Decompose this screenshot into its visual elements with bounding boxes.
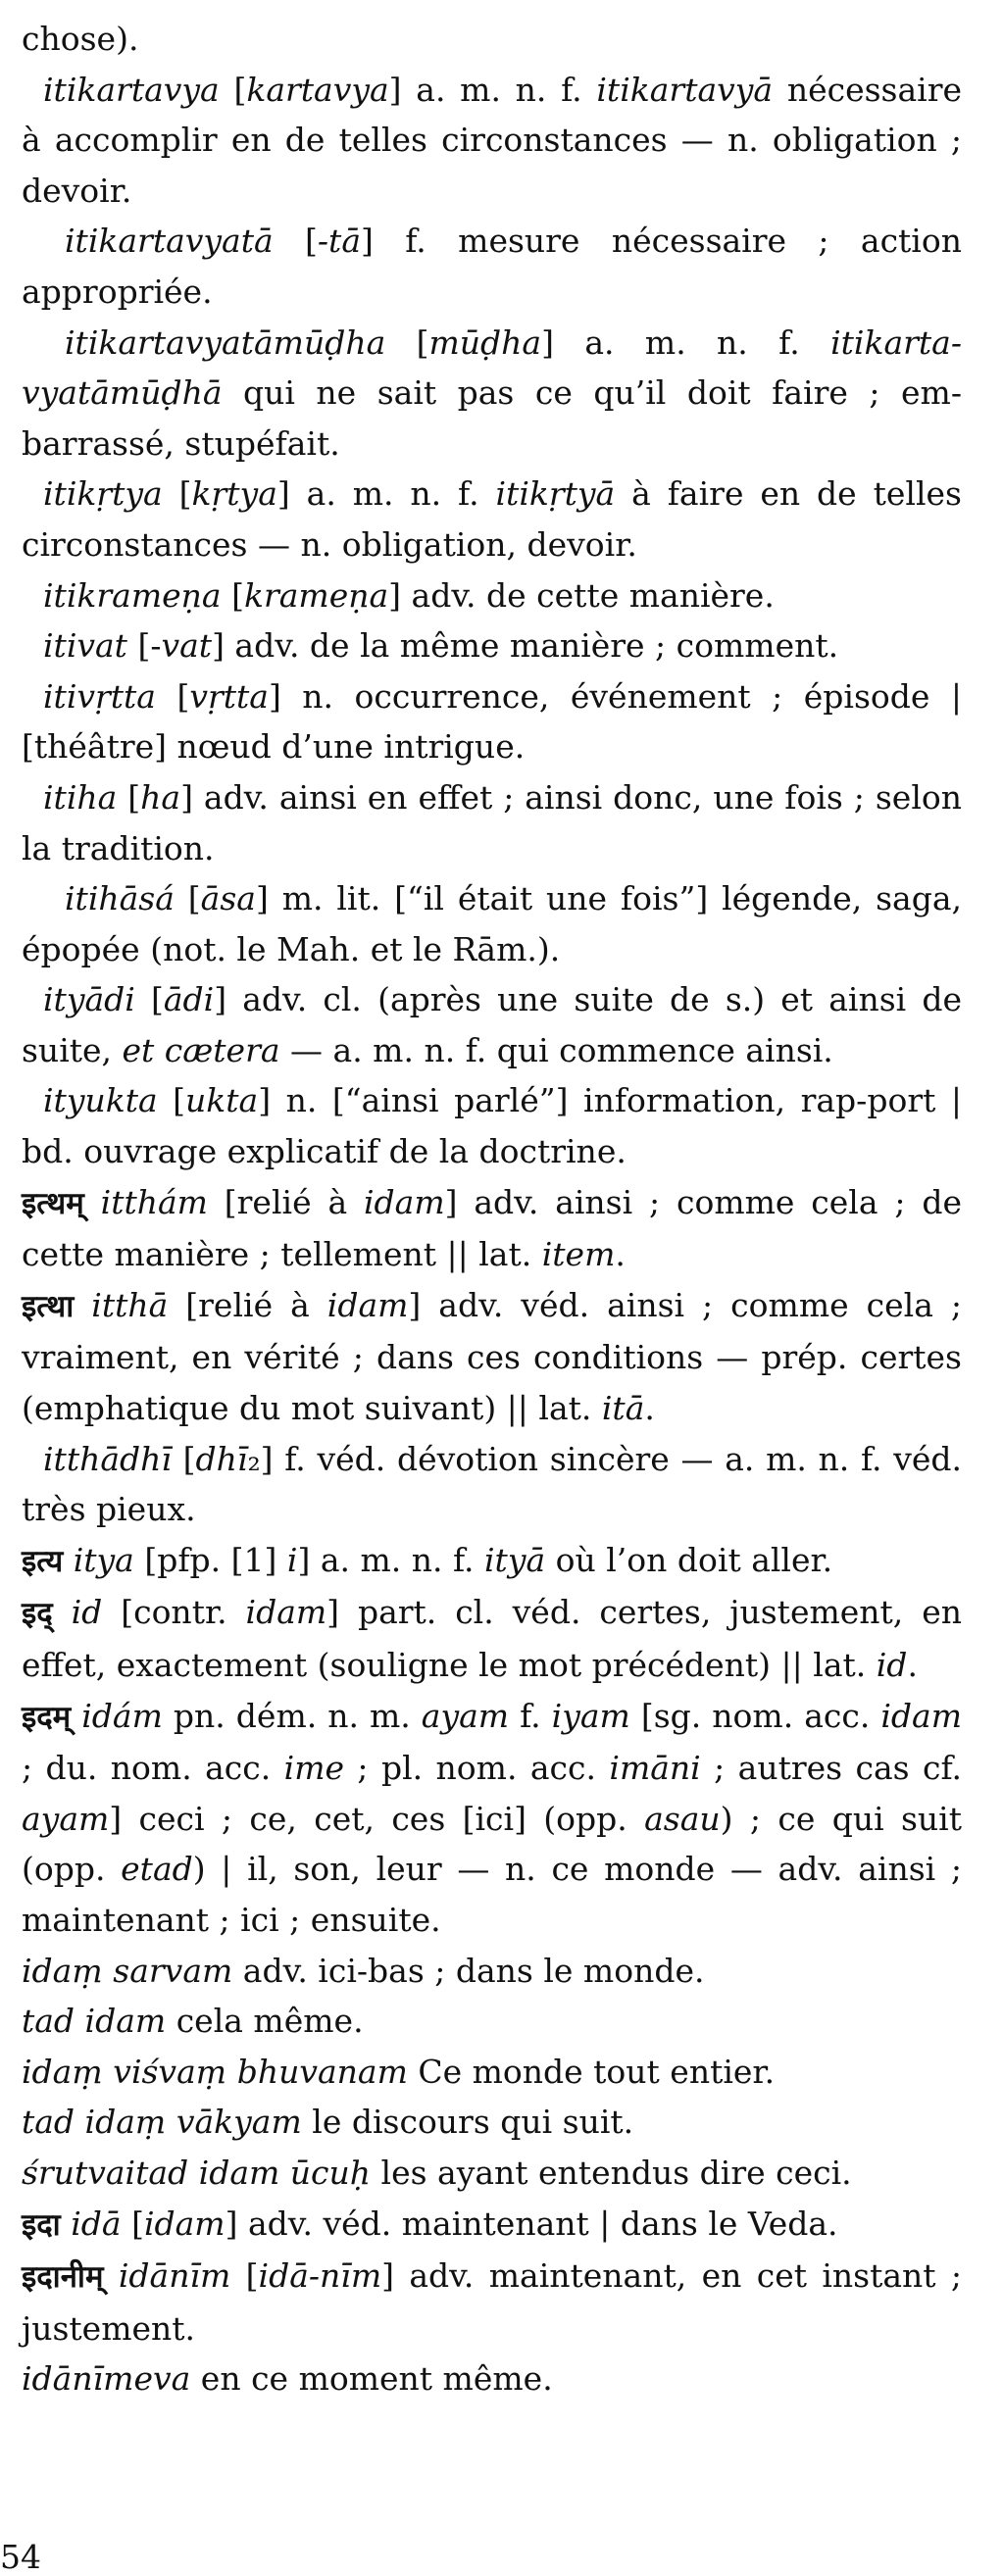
text-run: ] adv. cl. (après une suite de s.) et ainsi de suite, (22, 980, 962, 1069)
text-run: [contr. (102, 1593, 246, 1632)
text-run: [ (221, 575, 244, 615)
italic-term: itikartavyatāmūḍha (65, 322, 386, 362)
entry-ityadi (22, 974, 962, 1075)
italic-term: itivat (43, 626, 127, 666)
text-run: en ce moment même. (190, 2359, 553, 2399)
italic-term: idam (363, 1182, 445, 1221)
text-run: pn. dém. n. m. (162, 1696, 422, 1735)
text-run: [ (385, 322, 429, 362)
italic-term: āsa (200, 879, 256, 918)
italic-term: etad (121, 1850, 193, 1889)
example-tad-idam (22, 1996, 962, 2047)
entry-itikartavyatamudha (22, 318, 962, 470)
text-run: ; autres cas cf. (700, 1749, 962, 1788)
italic-term: idānīmeva (22, 2359, 191, 2399)
italic-term: itikrameṇa (43, 575, 222, 615)
italic-term: itikartavyatā (65, 222, 274, 261)
entry-id (22, 1587, 962, 1690)
example-srutvaitad (22, 2148, 962, 2199)
devanagari-headword: इदानीम् (22, 2259, 104, 2296)
text-run: f. (509, 1696, 552, 1735)
text-run: . (615, 1235, 626, 1274)
text-run: ₂] f. véd. dévotion sincère — a. m. n. f. véd. très pieux. (22, 1439, 962, 1529)
text-run: ] n. occurrence, événement ; épisode | [théâtre] nœud d’une intrigue. (22, 676, 962, 767)
text-run: ] a. m. n. f. (297, 1540, 484, 1579)
entry-chose (22, 14, 962, 65)
text-run: [ (230, 2256, 259, 2296)
text-run: ] adv. ainsi ; comme cela ; de cette manière ; tellement || lat. (22, 1182, 962, 1274)
entry-itikartavya (22, 65, 962, 217)
text-run: à faire en de telles circonstances — n. obligation, devoir. (22, 474, 962, 564)
italic-term: imāni (609, 1749, 701, 1788)
italic-term: kartavya (246, 70, 389, 109)
text-run: [ (219, 70, 247, 109)
devanagari-headword: इत्थम् (22, 1185, 84, 1221)
text-run: adv. ici-bas ; dans le monde. (232, 1951, 705, 1990)
text-run (63, 1541, 74, 1579)
entry-itikrtya (22, 469, 962, 570)
text-run: ] adv. de cette manière. (388, 575, 775, 615)
devanagari-headword: इदम् (22, 1699, 72, 1735)
example-idam-visvam (22, 2047, 962, 2098)
text-run (84, 1183, 101, 1221)
text-run: ] adv. de la même manière ; comment. (212, 626, 839, 666)
devanagari-headword: इत्था (22, 1288, 75, 1324)
italic-term: itiha (43, 777, 118, 817)
text-run: [ (121, 2204, 144, 2243)
text-run: ] m. lit. [“il était une fois”] légende, saga, épopée (not. le Mah. et le Rām.). (22, 879, 962, 968)
text-run (61, 2204, 72, 2243)
italic-term: itthādhī (43, 1439, 172, 1478)
entry-itikartavyata (22, 216, 962, 317)
devanagari-headword: इत्य (22, 1543, 64, 1579)
entry-idanim (22, 2251, 962, 2353)
examples-block (22, 1946, 962, 2199)
entry-ittham (22, 1177, 962, 1280)
text-run: ] ceci ; ce, cet, ces [ici] (opp. (109, 1799, 645, 1838)
text-run: ; pl. nom. acc. (344, 1749, 610, 1788)
text-run: les ayant entendus dire ceci. (371, 2153, 852, 2192)
text-run: ) | il, son, leur — n. ce monde — adv. ainsi ; maintenant ; ici ; ensuite. (22, 1850, 962, 1939)
entry-ida (22, 2199, 962, 2252)
text-run (53, 1593, 72, 1631)
italic-term: itthā (91, 1285, 169, 1324)
entry-ityukta (22, 1075, 962, 1176)
entries-block (22, 14, 962, 1946)
text-run: [ (157, 1081, 186, 1120)
text-run: ] f. mesure nécessaire ; action appropriée. (22, 222, 962, 311)
devanagari-headword: इदा (22, 2206, 61, 2243)
text-run (71, 1697, 81, 1735)
italic-term: id (71, 1593, 103, 1632)
italic-term: tad idam (22, 2002, 167, 2041)
entry-itivrtta (22, 671, 962, 772)
italic-term: idā-nīm (258, 2256, 382, 2296)
italic-term: ityādi (43, 980, 135, 1019)
page-number: 54 (0, 2538, 41, 2576)
italic-term: itivṛtta (43, 676, 156, 716)
entry-itihasa (22, 873, 962, 974)
italic-term: itā (601, 1389, 645, 1428)
italic-term: ayam (421, 1696, 510, 1735)
devanagari-headword: इद् (22, 1596, 53, 1632)
text-run: ] part. cl. véd. certes, justement, en effet, exactement (souligne le mot précédent) || lat. (22, 1593, 962, 1684)
text-run (74, 1286, 91, 1324)
text-run: [- (126, 626, 162, 666)
text-run: Ce monde tout entier. (407, 2052, 776, 2091)
italic-term: ādi (163, 980, 215, 1019)
text-run: ] a. m. n. f. (541, 322, 831, 362)
text-run: ] adv. maintenant, en cet instant ; justement. (22, 2256, 962, 2348)
italic-term: idaṃ sarvam (22, 1951, 233, 1990)
italic-term: dhī (195, 1439, 248, 1478)
italic-term: idaṃ viśvaṃ bhuvanam (22, 2052, 408, 2091)
italic-term: idám (81, 1696, 163, 1735)
text-run: cela même. (166, 2002, 364, 2041)
italic-term: itikarta-vyatāmūḍhā (22, 322, 962, 413)
text-run: [ (134, 980, 164, 1019)
italic-term: idā (71, 2204, 122, 2243)
italic-term: krameṇa (243, 575, 389, 615)
text-run: [ (174, 879, 201, 918)
italic-term: mūḍha (428, 322, 542, 362)
italic-term: itikṛtya (43, 474, 163, 514)
italic-term: idam (326, 1285, 409, 1324)
italic-term: ha (140, 777, 181, 817)
example-tad-idam-vakyam (22, 2097, 962, 2148)
italic-term: iyam (551, 1696, 630, 1735)
italic-term: itya (73, 1540, 134, 1579)
text-run: ) ; ce qui suit (opp. (22, 1799, 962, 1889)
entry-itikramena (22, 570, 962, 621)
text-run: [ (162, 474, 192, 514)
text-run: où l’on doit aller. (545, 1540, 833, 1579)
italic-term: itthám (100, 1182, 208, 1221)
text-run: ] n. [“ainsi parlé”] information, rap-port | bd. ouvrage explicatif de la doctrine. (22, 1081, 962, 1171)
italic-term: -tā (317, 222, 361, 261)
example-idam-sarvam (22, 1946, 962, 1997)
text-run: [ (155, 676, 190, 716)
italic-term: itikartavyā (596, 70, 774, 109)
text-run: ] adv. ainsi en effet ; ainsi donc, une fois ; selon la tradition. (22, 777, 963, 867)
text-run: [ (117, 777, 141, 817)
text-run: [sg. nom. acc. (629, 1696, 881, 1735)
text-run: — a. m. n. f. qui commence ainsi. (279, 1030, 833, 1069)
italic-term: item (541, 1235, 616, 1274)
text-run: qui ne sait pas ce qu’il doit faire ; em-barrassé, stupéfait. (22, 373, 962, 463)
text-run: nécessaire à accomplir en de telles circonstances — n. obligation ; devoir. (22, 70, 963, 210)
italic-term: śrutvaitad idam ūcuḥ (22, 2153, 372, 2192)
italic-term: i (286, 1540, 298, 1579)
text-run: . (907, 1646, 918, 1684)
italic-term: idam (880, 1696, 962, 1735)
text-run: ] a. m. n. f. (388, 70, 597, 109)
italic-term: ukta (185, 1081, 259, 1120)
text-run: chose). (22, 20, 139, 58)
text-run: ; du. nom. acc. (22, 1749, 284, 1788)
text-run: [relié à (168, 1285, 327, 1324)
text-run (103, 2256, 118, 2295)
italic-term: idam (143, 2204, 226, 2243)
italic-term: ityukta (43, 1081, 158, 1120)
entry-idanimeva (22, 2353, 962, 2404)
entry-itiha (22, 772, 962, 873)
italic-term: kṛtya (191, 474, 277, 514)
text-run: [ (171, 1439, 196, 1478)
italic-term: ityā (484, 1540, 546, 1579)
entry-idam (22, 1691, 962, 1946)
text-run: ] adv. véd. ainsi ; comme cela ; vraiment, en vérité ; dans ces conditions — prép. certes (emphatique du mot suivant) || lat. (22, 1285, 962, 1428)
italic-term: tad idaṃ vākyam (22, 2103, 302, 2142)
entry-ittha (22, 1280, 962, 1434)
italic-term: vat (161, 626, 213, 666)
italic-term: idam (245, 1593, 327, 1632)
italic-term: et cætera (122, 1030, 280, 1069)
italic-term: asau (644, 1799, 721, 1838)
italic-term: vṛtta (189, 676, 269, 716)
italic-term: ayam (22, 1799, 110, 1838)
text-run: . (644, 1389, 655, 1428)
text-run: [relié à (207, 1182, 364, 1221)
text-run: [ (273, 222, 318, 261)
entry-itya (22, 1535, 962, 1588)
text-run: le discours qui suit. (301, 2103, 634, 2142)
entries-block-2 (22, 2199, 962, 2404)
text-run: [pfp. [1] (133, 1540, 287, 1579)
entry-itthadhi (22, 1434, 962, 1535)
italic-term: itikartavya (43, 70, 220, 109)
entry-itivat (22, 620, 962, 671)
text-run: ] a. m. n. f. (276, 474, 496, 514)
text-run: ] adv. véd. maintenant | dans le Veda. (225, 2204, 838, 2243)
italic-term: itikṛtyā (495, 474, 616, 514)
italic-term: ime (283, 1749, 345, 1788)
italic-term: id (876, 1646, 908, 1684)
italic-term: idānīm (118, 2256, 231, 2296)
italic-term: itihāsá (65, 879, 175, 918)
